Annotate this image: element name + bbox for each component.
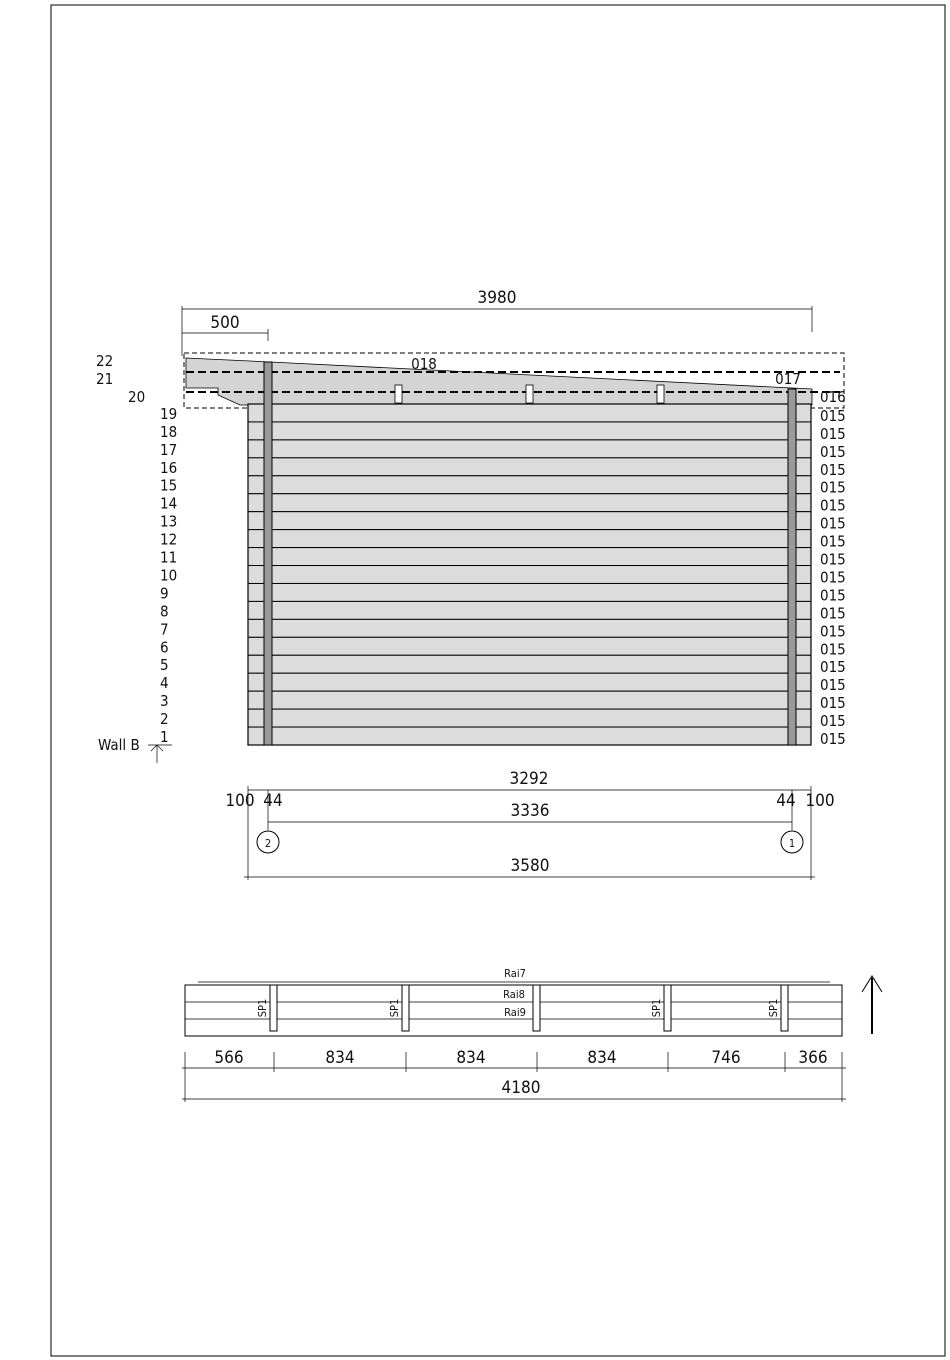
course-number: 17 (160, 440, 178, 459)
course-number: 12 (160, 530, 178, 549)
overall-width-dim: 3980 (477, 288, 517, 308)
floor-post (402, 985, 409, 1031)
wall-board (248, 530, 811, 548)
board-code: 015 (820, 640, 846, 659)
wall-board (248, 655, 811, 673)
floor-post (270, 985, 277, 1031)
segment-dim: 746 (711, 1048, 741, 1068)
top-course-label: 21 (96, 370, 114, 388)
overhang-dim: 500 (210, 313, 240, 333)
course-number: 8 (160, 602, 169, 621)
wall-board (248, 404, 811, 422)
roof-bracket (526, 385, 533, 403)
floor-post (781, 985, 788, 1031)
floor-dimensions (182, 1048, 846, 1102)
wall-board (248, 619, 811, 637)
wall-board (248, 673, 811, 691)
dim-left-inner: 44 (263, 791, 283, 811)
floor-post (533, 985, 540, 1031)
board-code: 015 (820, 568, 846, 587)
course-number: 4 (160, 674, 169, 693)
total-length-dim: 4180 (501, 1078, 541, 1098)
wall-boards (248, 404, 811, 745)
board-code: 015 (820, 658, 846, 677)
wall-board (248, 691, 811, 709)
plan-dimensions (225, 769, 834, 880)
course-number: 18 (160, 422, 178, 441)
grid-marker-label: 2 (264, 837, 272, 850)
board-code: 015 (820, 676, 846, 695)
board-code: 015 (820, 694, 846, 713)
roof-fascia (186, 358, 812, 405)
wall-board (248, 458, 811, 476)
dim-3336: 3336 (510, 801, 550, 821)
wall-board (248, 727, 811, 745)
course-number: 13 (160, 512, 178, 531)
board-code: 015 (820, 532, 846, 551)
rail-label: Rai7 (504, 967, 526, 980)
wall-board (248, 476, 811, 494)
dim-right-inner: 44 (776, 791, 796, 811)
segment-dim: 834 (456, 1048, 486, 1068)
wall-board (248, 440, 811, 458)
board-code: 015 (820, 424, 846, 443)
roof-bracket (395, 385, 402, 403)
course-number: 2 (160, 710, 169, 729)
wall-label: Wall B (98, 736, 140, 754)
rail-label: Rai9 (504, 1006, 526, 1019)
course-number: 6 (160, 638, 169, 657)
wall-board (248, 583, 811, 601)
wall-board (248, 637, 811, 655)
board-code: 015 (820, 730, 846, 748)
course-number: 10 (160, 566, 178, 585)
corner-post-left (264, 362, 272, 745)
course-number: 5 (160, 656, 169, 675)
wall-board (248, 709, 811, 727)
segment-dim: 566 (214, 1048, 244, 1068)
board-code: 015 (820, 586, 846, 605)
wall-board (248, 601, 811, 619)
board-code: 015 (820, 442, 846, 461)
post-label: SP1 (650, 998, 663, 1018)
rail-label: Rai8 (503, 988, 525, 1001)
board-code: 015 (820, 712, 846, 731)
post-label: SP1 (767, 998, 780, 1018)
roof-code-side: 016 (820, 388, 846, 406)
board-code: 015 (820, 496, 846, 515)
floor-post (664, 985, 671, 1031)
board-code: 015 (820, 460, 846, 479)
dim-left-outer: 100 (225, 791, 255, 811)
roof-code-right: 017 (775, 370, 801, 388)
segment-dim: 834 (325, 1048, 355, 1068)
top-course-label: 20 (128, 388, 146, 406)
wall-board (248, 566, 811, 584)
roof-bracket (657, 385, 664, 403)
course-number: 14 (160, 494, 178, 513)
top-course-label: 22 (96, 352, 114, 370)
course-number: 1 (160, 728, 169, 746)
roof-section (96, 352, 846, 408)
course-number: 19 (160, 404, 178, 423)
roof-code-left: 018 (411, 355, 437, 373)
course-number: 9 (160, 584, 169, 603)
segment-dim: 834 (587, 1048, 617, 1068)
floor-plan (185, 967, 882, 1036)
elevation-dimensions (182, 288, 812, 356)
board-code: 015 (820, 622, 846, 641)
board-code: 015 (820, 514, 846, 533)
wall-board (248, 422, 811, 440)
wall-board (248, 548, 811, 566)
post-label: SP1 (256, 998, 269, 1018)
grid-marker-label: 1 (788, 837, 796, 850)
course-number: 11 (160, 548, 178, 567)
board-code: 015 (820, 604, 846, 623)
post-label: SP1 (388, 998, 401, 1018)
course-number: 3 (160, 692, 169, 711)
dim-right-outer: 100 (805, 791, 835, 811)
board-code: 015 (820, 406, 846, 425)
board-code: 015 (820, 550, 846, 569)
wall-board (248, 494, 811, 512)
corner-post-right (788, 389, 796, 745)
dim-3580: 3580 (510, 856, 550, 876)
segment-dim: 366 (798, 1048, 828, 1068)
board-code: 015 (820, 478, 846, 497)
dim-3292: 3292 (509, 769, 549, 789)
wall-board (248, 512, 811, 530)
course-number: 7 (160, 620, 169, 639)
course-number: 15 (160, 476, 178, 495)
course-number: 16 (160, 458, 178, 477)
